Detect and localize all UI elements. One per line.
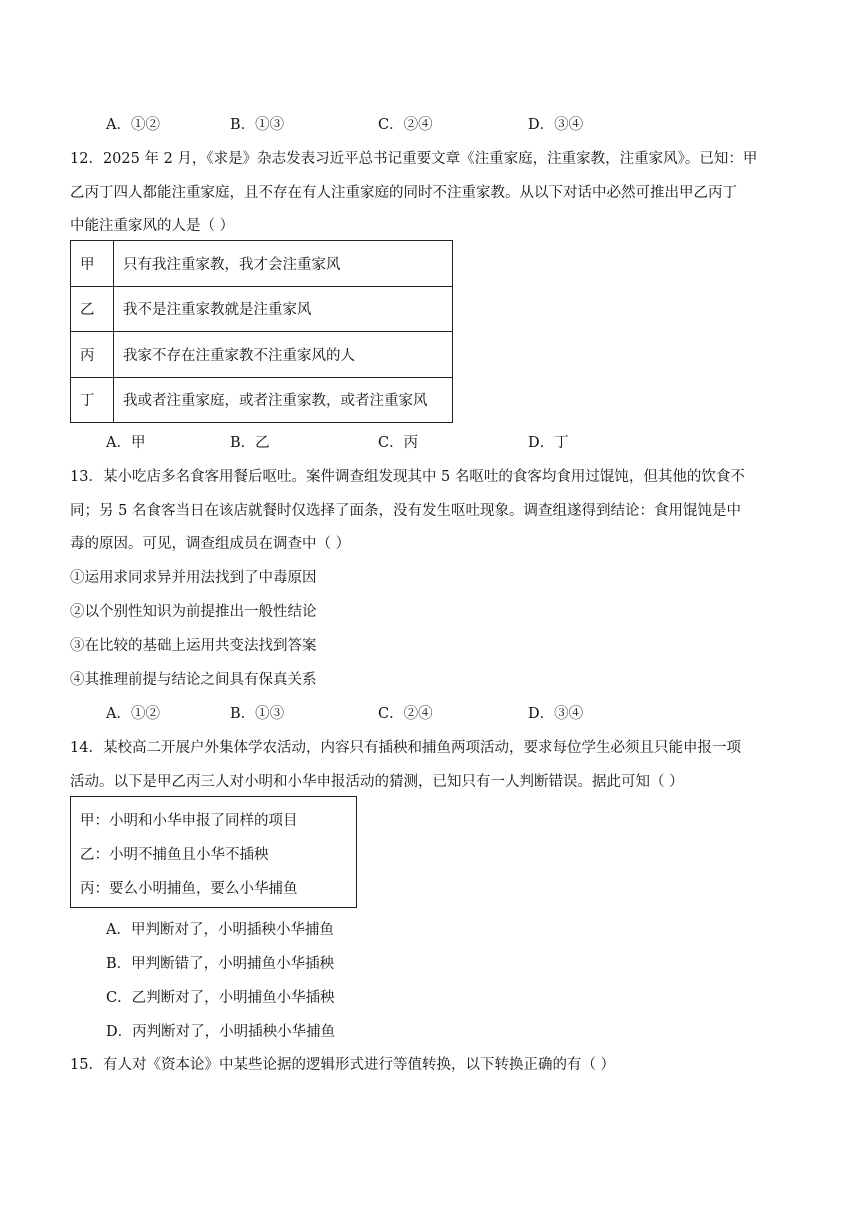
q14-option-c: C．乙判断对了，小明捕鱼小华插秧 [106, 990, 335, 1006]
guess-jia: 甲：小明和小华申报了同样的项目 [80, 813, 298, 829]
speaker-name: 丙 [71, 332, 114, 378]
speaker-statement: 我不是注重家教就是注重家风 [114, 286, 453, 332]
q14-option-d: D．丙判断对了，小明插秧小华捕鱼 [106, 1024, 336, 1040]
table-row [71, 241, 453, 287]
q13-stem-line-2: 同；另 5 名食客当日在该店就餐时仅选择了面条，没有发生呕吐现象。调查组遂得到结论：食用馄饨是中 [70, 503, 741, 519]
q14-stem-line-2: 活动。以下是甲乙丙三人对小明和小华申报活动的猜测，已知只有一人判断错误。据此可知（ ） [70, 774, 684, 790]
q12-stem-line-2: 乙丙丁四人都能注重家庭，且不存在有人注重家庭的同时不注重家教。从以下对话中必然可推出甲乙丙丁 [70, 185, 737, 201]
q13-statement-2: ②以个别性知识为前提推出一般性结论 [70, 604, 317, 620]
speaker-statement: 我家不存在注重家教不注重家风的人 [114, 332, 453, 378]
q11-option-d: D．③④ [528, 117, 584, 133]
q13-stem-line-3: 毒的原因。可见，调查组成员在调查中（ ） [70, 536, 351, 552]
q12-option-a: A．甲 [106, 435, 146, 451]
q13-option-d: D．③④ [528, 706, 584, 722]
guess-bing: 丙：要么小明捕鱼，要么小华捕鱼 [80, 881, 298, 897]
q13-option-c: C．②④ [378, 706, 433, 722]
q12-dialogue-table [70, 240, 453, 423]
q12-stem-line-3: 中能注重家风的人是（ ） [70, 218, 235, 234]
speaker-name: 丁 [71, 377, 114, 423]
q12-option-c: C．丙 [378, 435, 419, 451]
q13-statement-1: ①运用求同求异并用法找到了中毒原因 [70, 570, 317, 586]
guess-yi: 乙：小明不捕鱼且小华不插秧 [80, 847, 269, 863]
q13-statement-4: ④其推理前提与结论之间具有保真关系 [70, 672, 317, 688]
table-row [71, 377, 453, 423]
speaker-statement: 只有我注重家教，我才会注重家风 [114, 241, 453, 287]
q14-option-a: A．甲判断对了，小明插秧小华捕鱼 [106, 922, 334, 938]
q14-option-b: B．甲判断错了，小明捕鱼小华插秧 [106, 956, 335, 972]
table-row [71, 286, 453, 332]
q14-guess-box [70, 796, 357, 908]
q13-option-b: B．①③ [230, 706, 285, 722]
q15-stem-line-1: 15．有人对《资本论》中某些论据的逻辑形式进行等值转换，以下转换正确的有（ ） [70, 1057, 616, 1073]
table-row [71, 332, 453, 378]
speaker-name: 乙 [71, 286, 114, 332]
q11-option-a: A．①② [106, 117, 160, 133]
speaker-name: 甲 [71, 241, 114, 287]
q12-option-d: D．丁 [528, 435, 569, 451]
q13-statement-3: ③在比较的基础上运用共变法找到答案 [70, 638, 317, 654]
q11-option-b: B．①③ [230, 117, 285, 133]
q11-option-c: C．②④ [378, 117, 433, 133]
q12-option-b: B．乙 [230, 435, 270, 451]
speaker-statement: 我或者注重家庭，或者注重家教，或者注重家风 [114, 377, 453, 423]
q14-stem-line-1: 14．某校高二开展户外集体学农活动，内容只有插秧和捕鱼两项活动，要求每位学生必须且只能申报一项 [70, 740, 741, 756]
q12-stem-line-1: 12．2025 年 2 月，《求是》杂志发表习近平总书记重要文章《注重家庭，注重家教，注重家风》。已知：甲 [70, 151, 758, 167]
q13-option-a: A．①② [106, 706, 160, 722]
q13-stem-line-1: 13．某小吃店多名食客用餐后呕吐。案件调查组发现其中 5 名呕吐的食客均食用过馄饨，但其他的饮食不 [70, 469, 745, 485]
